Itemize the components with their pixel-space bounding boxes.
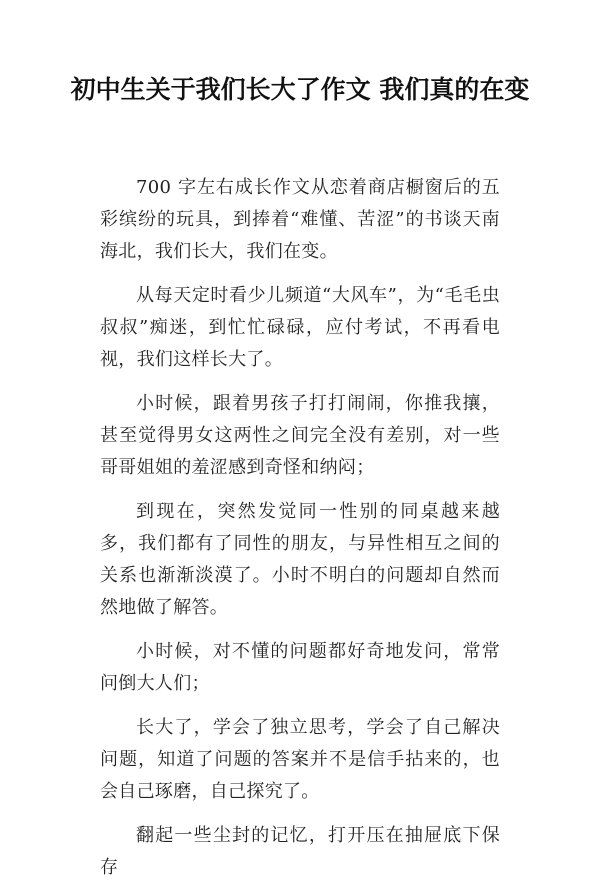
paragraph-3: 小时候，跟着男孩子打打闹闹，你推我攘，甚至觉得男女这两性之间完全没有差别，对一些哥哥姐姐的羞涩感到奇怪和纳闷； — [100, 393, 500, 478]
paragraph-2: 从每天定时看少儿频道“大风车”，为“毛毛虫叔叔”痴迷，到忙忙碌碌，应付考试，不再看电视，我们这样长大了。 — [100, 285, 500, 370]
paragraph-5: 小时候，对不懂的问题都好奇地发问，常常问倒大人们； — [100, 641, 500, 694]
paragraph-1: 700 字左右成长作文从恋着商店橱窗后的五彩缤纷的玩具，到捧着“难懂、苦涩”的书谈天南海北，我们长大，我们在变。 — [100, 177, 500, 262]
paragraph-4: 到现在，突然发觉同一性别的同桌越来越多，我们都有了同性的朋友，与异性相互之间的关系也渐渐淡漠了。小时不明白的问题却自然而然地做了解答。 — [100, 501, 500, 618]
document-title: 初中生关于我们长大了作文 我们真的在变 — [70, 75, 530, 104]
paragraph-7: 翻起一些尘封的记忆，打开压在抽屉底下保存 — [100, 825, 500, 878]
document-body — [100, 172, 500, 896]
paragraph-6: 长大了，学会了独立思考，学会了自己解决问题，知道了问题的答案并不是信手拈来的，也会自己琢磨，自己探究了。 — [100, 717, 500, 802]
